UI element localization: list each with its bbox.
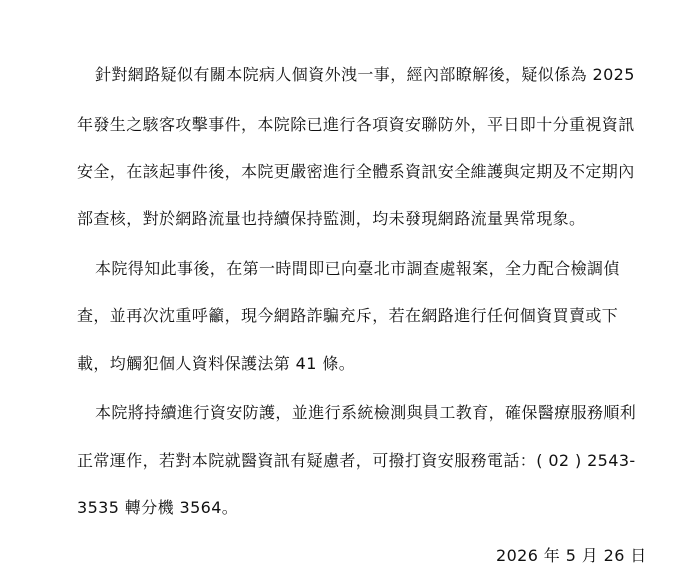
paragraph-1-line-3: 安全，在該起事件後，本院更嚴密進行全體系資訊安全維護與定期及不定期內 xyxy=(77,162,635,181)
paragraph-1-line-1: 針對網路疑似有關本院病人個資外洩一事，經內部瞭解後，疑似係為 2025 xyxy=(95,65,635,84)
paragraph-3-line-3: 3535 轉分機 3564。 xyxy=(77,498,239,517)
paragraph-3-line-1: 本院將持續進行資安防護，並進行系統檢測與員工教育，確保醫療服務順利 xyxy=(95,403,637,422)
paragraph-2-line-1: 本院得知此事後，在第一時間即已向臺北市調查處報案，全力配合檢調偵 xyxy=(95,259,620,278)
paragraph-3-line-2: 正常運作，若對本院就醫資訊有疑慮者，可撥打資安服務電話：( 02 ) 2543- xyxy=(77,451,636,470)
paragraph-2-line-3: 載，均觸犯個人資料保護法第 41 條。 xyxy=(77,354,356,373)
paragraph-1-line-4: 部查核，對於網路流量也持續保持監測，均未發現網路流量異常現象。 xyxy=(77,209,586,228)
statement-date: 2026 年 5 月 26 日 xyxy=(496,546,647,565)
paragraph-1-line-2: 年發生之駭客攻擊事件，本院除已進行各項資安聯防外，平日即十分重視資訊 xyxy=(77,115,635,134)
paragraph-2-line-2: 查，並再次沈重呼籲，現今網路詐騙充斥，若在網路進行任何個資買賣或下 xyxy=(77,306,619,325)
